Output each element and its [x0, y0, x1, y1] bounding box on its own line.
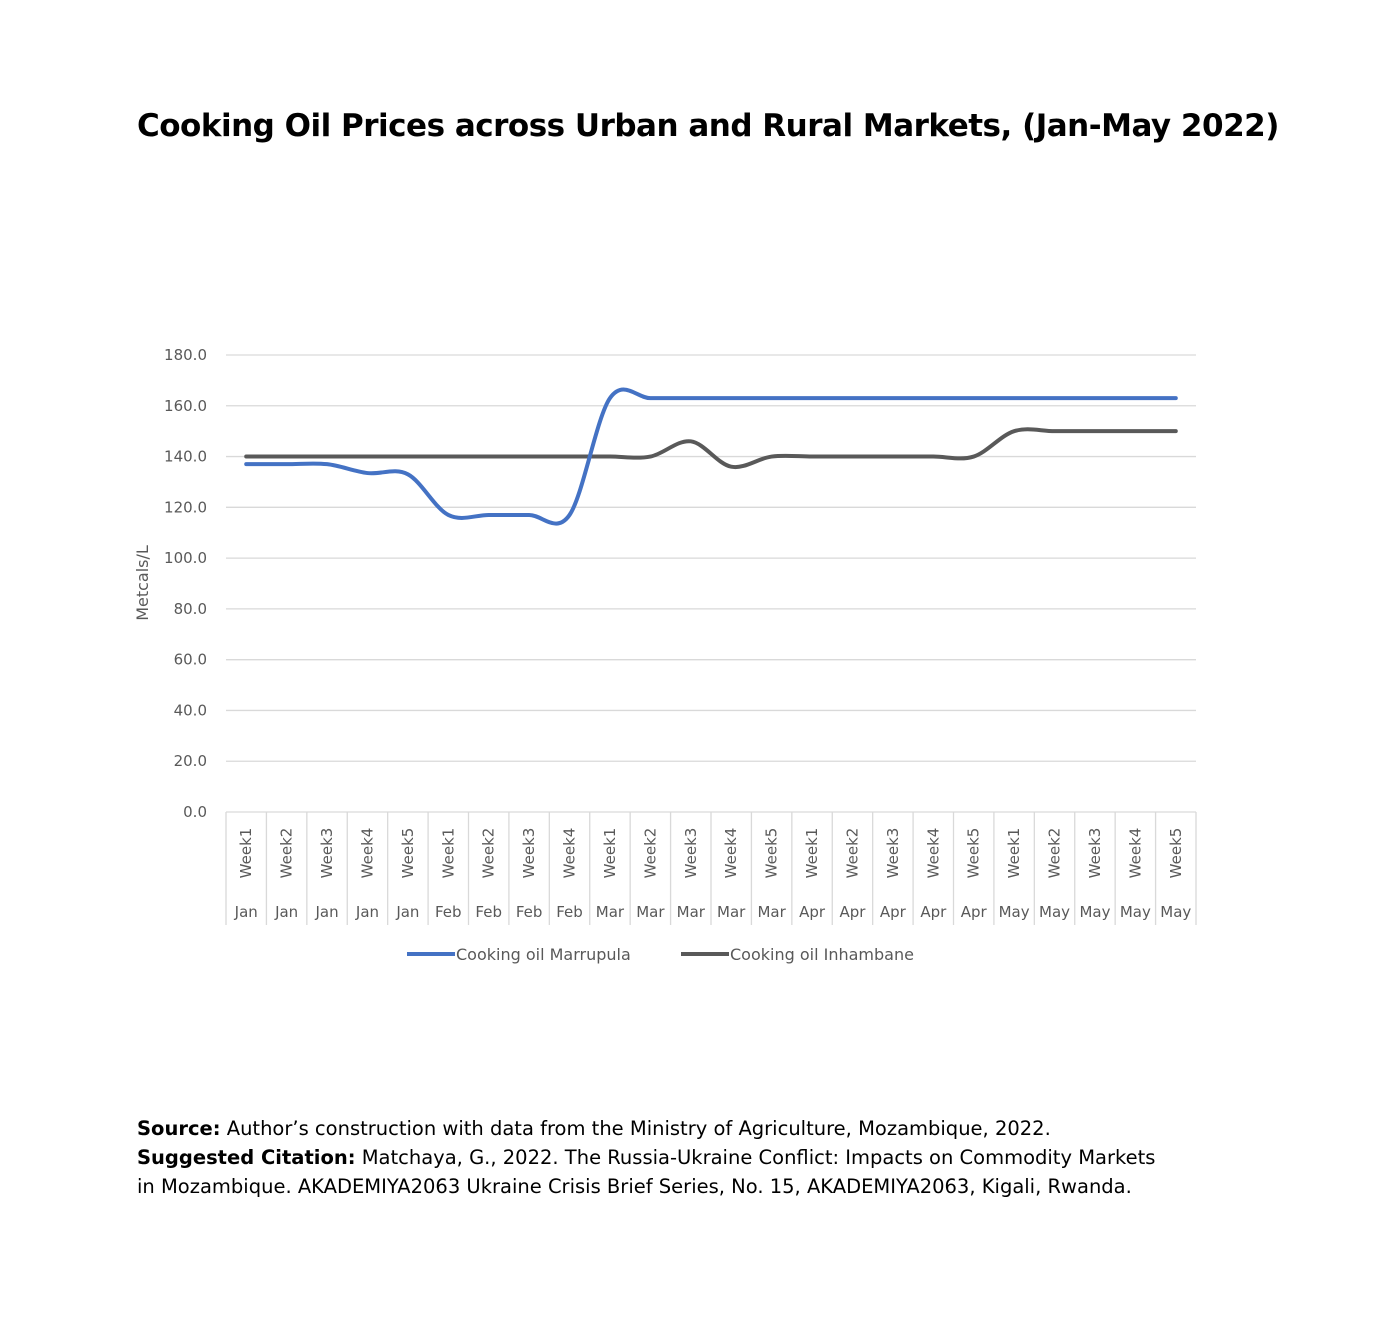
x-tick-label-week: Week3: [681, 827, 700, 879]
footer: [137, 1114, 1337, 1201]
x-tick-label-month: Feb: [556, 903, 583, 921]
x-tick-label-week: Week5: [398, 827, 417, 879]
x-tick-label-month: Apr: [839, 903, 866, 921]
x-tick-label-week: Week1: [803, 827, 822, 879]
x-tick-label-month: Feb: [435, 903, 462, 921]
y-axis-ticks: [164, 346, 207, 821]
y-tick-label: 80.0: [173, 599, 207, 618]
x-tick-label-week: Week3: [520, 827, 539, 879]
x-tick-label-week: Week1: [237, 827, 256, 879]
x-tick-label-week: Week2: [277, 827, 296, 879]
x-tick-label-month: May: [1079, 903, 1111, 921]
x-tick-label-month: Jan: [275, 903, 299, 921]
y-axis-title: Metcals/L: [133, 545, 152, 621]
x-tick-label-month: Apr: [960, 903, 987, 921]
x-tick-label-month: May: [1039, 903, 1071, 921]
x-tick-label-month: Apr: [799, 903, 826, 921]
x-tick-label-week: Week5: [762, 827, 781, 879]
x-tick-label-week: Week5: [1166, 827, 1185, 879]
x-tick-label-week: Week1: [439, 827, 458, 879]
source-text: Author’s construction with data from the Ministry of Agriculture, Mozambique, 2022.: [220, 1117, 1051, 1140]
x-tick-label-month: Feb: [515, 903, 543, 921]
x-tick-label-week: Week4: [560, 827, 579, 879]
x-tick-label-week: Week2: [1045, 827, 1064, 879]
x-tick-label-month: Jan: [355, 903, 380, 921]
y-tick-label: 180.0: [164, 346, 207, 364]
series-line-inhambane: [246, 429, 1176, 467]
x-tick-label-month: Mar: [595, 903, 625, 921]
x-tick-label-week: Week2: [843, 827, 862, 879]
x-tick-label-month: May: [998, 903, 1030, 921]
x-tick-label-month: Mar: [636, 903, 665, 921]
y-tick-label: 100.0: [164, 549, 207, 568]
x-tick-label-month: Mar: [717, 903, 746, 921]
x-tick-label-week: Week5: [964, 827, 983, 879]
x-tick-label-month: May: [1160, 903, 1192, 921]
x-tick-label-month: May: [1119, 903, 1151, 921]
x-tick-label-week: Week3: [1085, 827, 1104, 879]
citation-label: Suggested Citation:: [137, 1146, 356, 1169]
source-label: Source:: [137, 1117, 221, 1140]
citation-text: Matchaya, G., 2022. The Russia-Ukraine Conflict: Impacts on Commodity Markets in Mozambique. AKADEMIYA2063 Ukraine Crisis Brief Series, No. 15, AKADEMIYA2063, Kigali, Rwanda.: [137, 1146, 1156, 1198]
x-tick-label-week: Week3: [883, 827, 902, 879]
chart-title: Cooking Oil Prices across Urban and Rural Markets, (Jan-May 2022): [137, 108, 1279, 144]
x-tick-label-month: Jan: [396, 903, 420, 921]
x-tick-label-month: Feb: [475, 903, 502, 921]
y-tick-label: 0.0: [183, 803, 207, 821]
x-tick-label-month: Mar: [676, 903, 705, 921]
x-tick-label-week: Week1: [600, 827, 619, 879]
legend-label: Cooking oil Inhambane: [730, 945, 914, 964]
y-tick-label: 160.0: [164, 396, 207, 415]
y-tick-label: 40.0: [173, 701, 207, 720]
x-tick-label-month: Mar: [757, 903, 786, 921]
legend: [407, 945, 914, 964]
legend-label: Cooking oil Marrupula: [456, 945, 631, 964]
x-tick-label-week: Week4: [358, 827, 377, 879]
gridlines: [226, 355, 1196, 812]
x-tick-label-month: Jan: [315, 903, 339, 921]
y-tick-label: 20.0: [173, 752, 207, 771]
x-tick-label-month: Apr: [879, 903, 906, 921]
source-line: [137, 1114, 1337, 1143]
x-tick-label-month: Apr: [920, 903, 947, 921]
x-tick-label-week: Week2: [641, 827, 660, 879]
y-tick-label: 60.0: [173, 650, 207, 669]
x-tick-label-month: Jan: [234, 903, 258, 921]
x-tick-label-week: Week4: [1126, 827, 1145, 879]
x-tick-label-week: Week4: [924, 827, 943, 879]
y-tick-label: 120.0: [164, 498, 207, 517]
citation-line: [137, 1143, 1177, 1201]
x-axis-categories: [226, 812, 1196, 925]
x-tick-label-week: Week3: [318, 827, 337, 879]
x-tick-label-week: Week1: [1005, 827, 1024, 879]
x-tick-label-week: Week4: [722, 827, 741, 879]
x-tick-label-week: Week2: [479, 827, 498, 879]
y-tick-label: 140.0: [164, 447, 207, 466]
